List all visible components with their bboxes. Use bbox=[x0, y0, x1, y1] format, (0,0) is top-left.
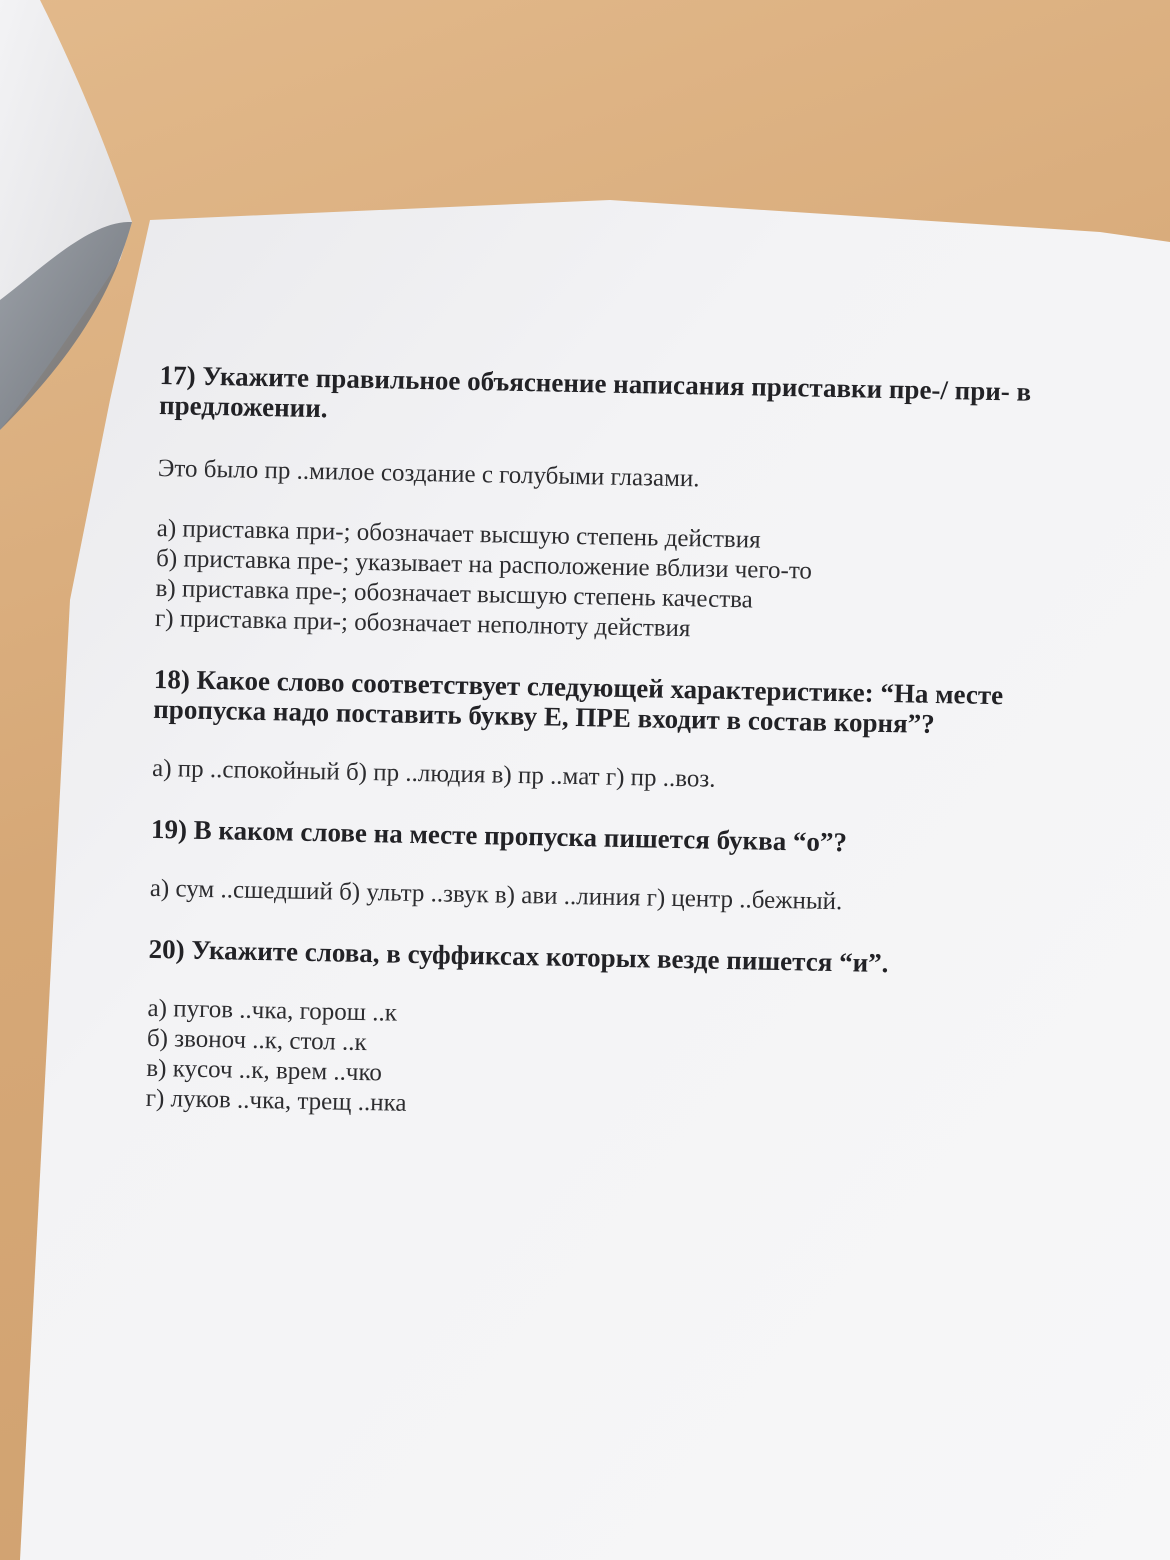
question-19-title: 19) В каком слове на месте пропуска пишется буква “о”? bbox=[150, 813, 848, 858]
option-a: а) пугов ..чка, горош ..к bbox=[147, 994, 398, 1027]
test-content bbox=[145, 360, 1060, 1161]
option-b: б) приставка пре-; указывает на расположение вблизи чего-то bbox=[155, 544, 813, 585]
question-17 bbox=[155, 360, 1060, 651]
option-d: г) приставка при-; обозначает неполноту действия bbox=[154, 604, 691, 643]
question-20-title: 20) Укажите слова, в суффиксах которых везде пишется “и”. bbox=[148, 933, 889, 979]
question-20 bbox=[146, 934, 1049, 1131]
question-17-sentence: Это было пр ..милое создание с голубыми глазами. bbox=[157, 454, 700, 493]
option-c: в) приставка пре-; обозначает высшую степень качества bbox=[155, 574, 753, 614]
question-20-options bbox=[146, 994, 1048, 1131]
option-d: г) луков ..чка, трещ ..нка bbox=[145, 1084, 407, 1117]
question-19-options: а) сум ..сшедший б) ультр ..звук в) ави ..линия г) центр ..бежный. bbox=[149, 874, 843, 916]
question-17-title: 17) Укажите правильное объяснение написания приставки пре-/ при- в предложении. bbox=[158, 360, 1032, 424]
option-c: в) кусоч ..к, врем ..чко bbox=[146, 1054, 383, 1087]
question-18 bbox=[152, 664, 1054, 801]
question-17-options bbox=[155, 514, 1057, 651]
question-19 bbox=[150, 814, 1052, 921]
option-a: а) приставка при-; обозначает высшую степень действия bbox=[156, 514, 761, 554]
question-18-title: 18) Какое слово соответствует следующей характеристике: “На месте пропуска надо поставить букву Е, ПРЕ входит в состав корня”? bbox=[153, 663, 1004, 739]
option-b: б) звоноч ..к, стол ..к bbox=[146, 1024, 367, 1057]
question-18-options: а) пр ..спокойный б) пр ..людия в) пр ..мат г) пр ..воз. bbox=[151, 754, 716, 793]
